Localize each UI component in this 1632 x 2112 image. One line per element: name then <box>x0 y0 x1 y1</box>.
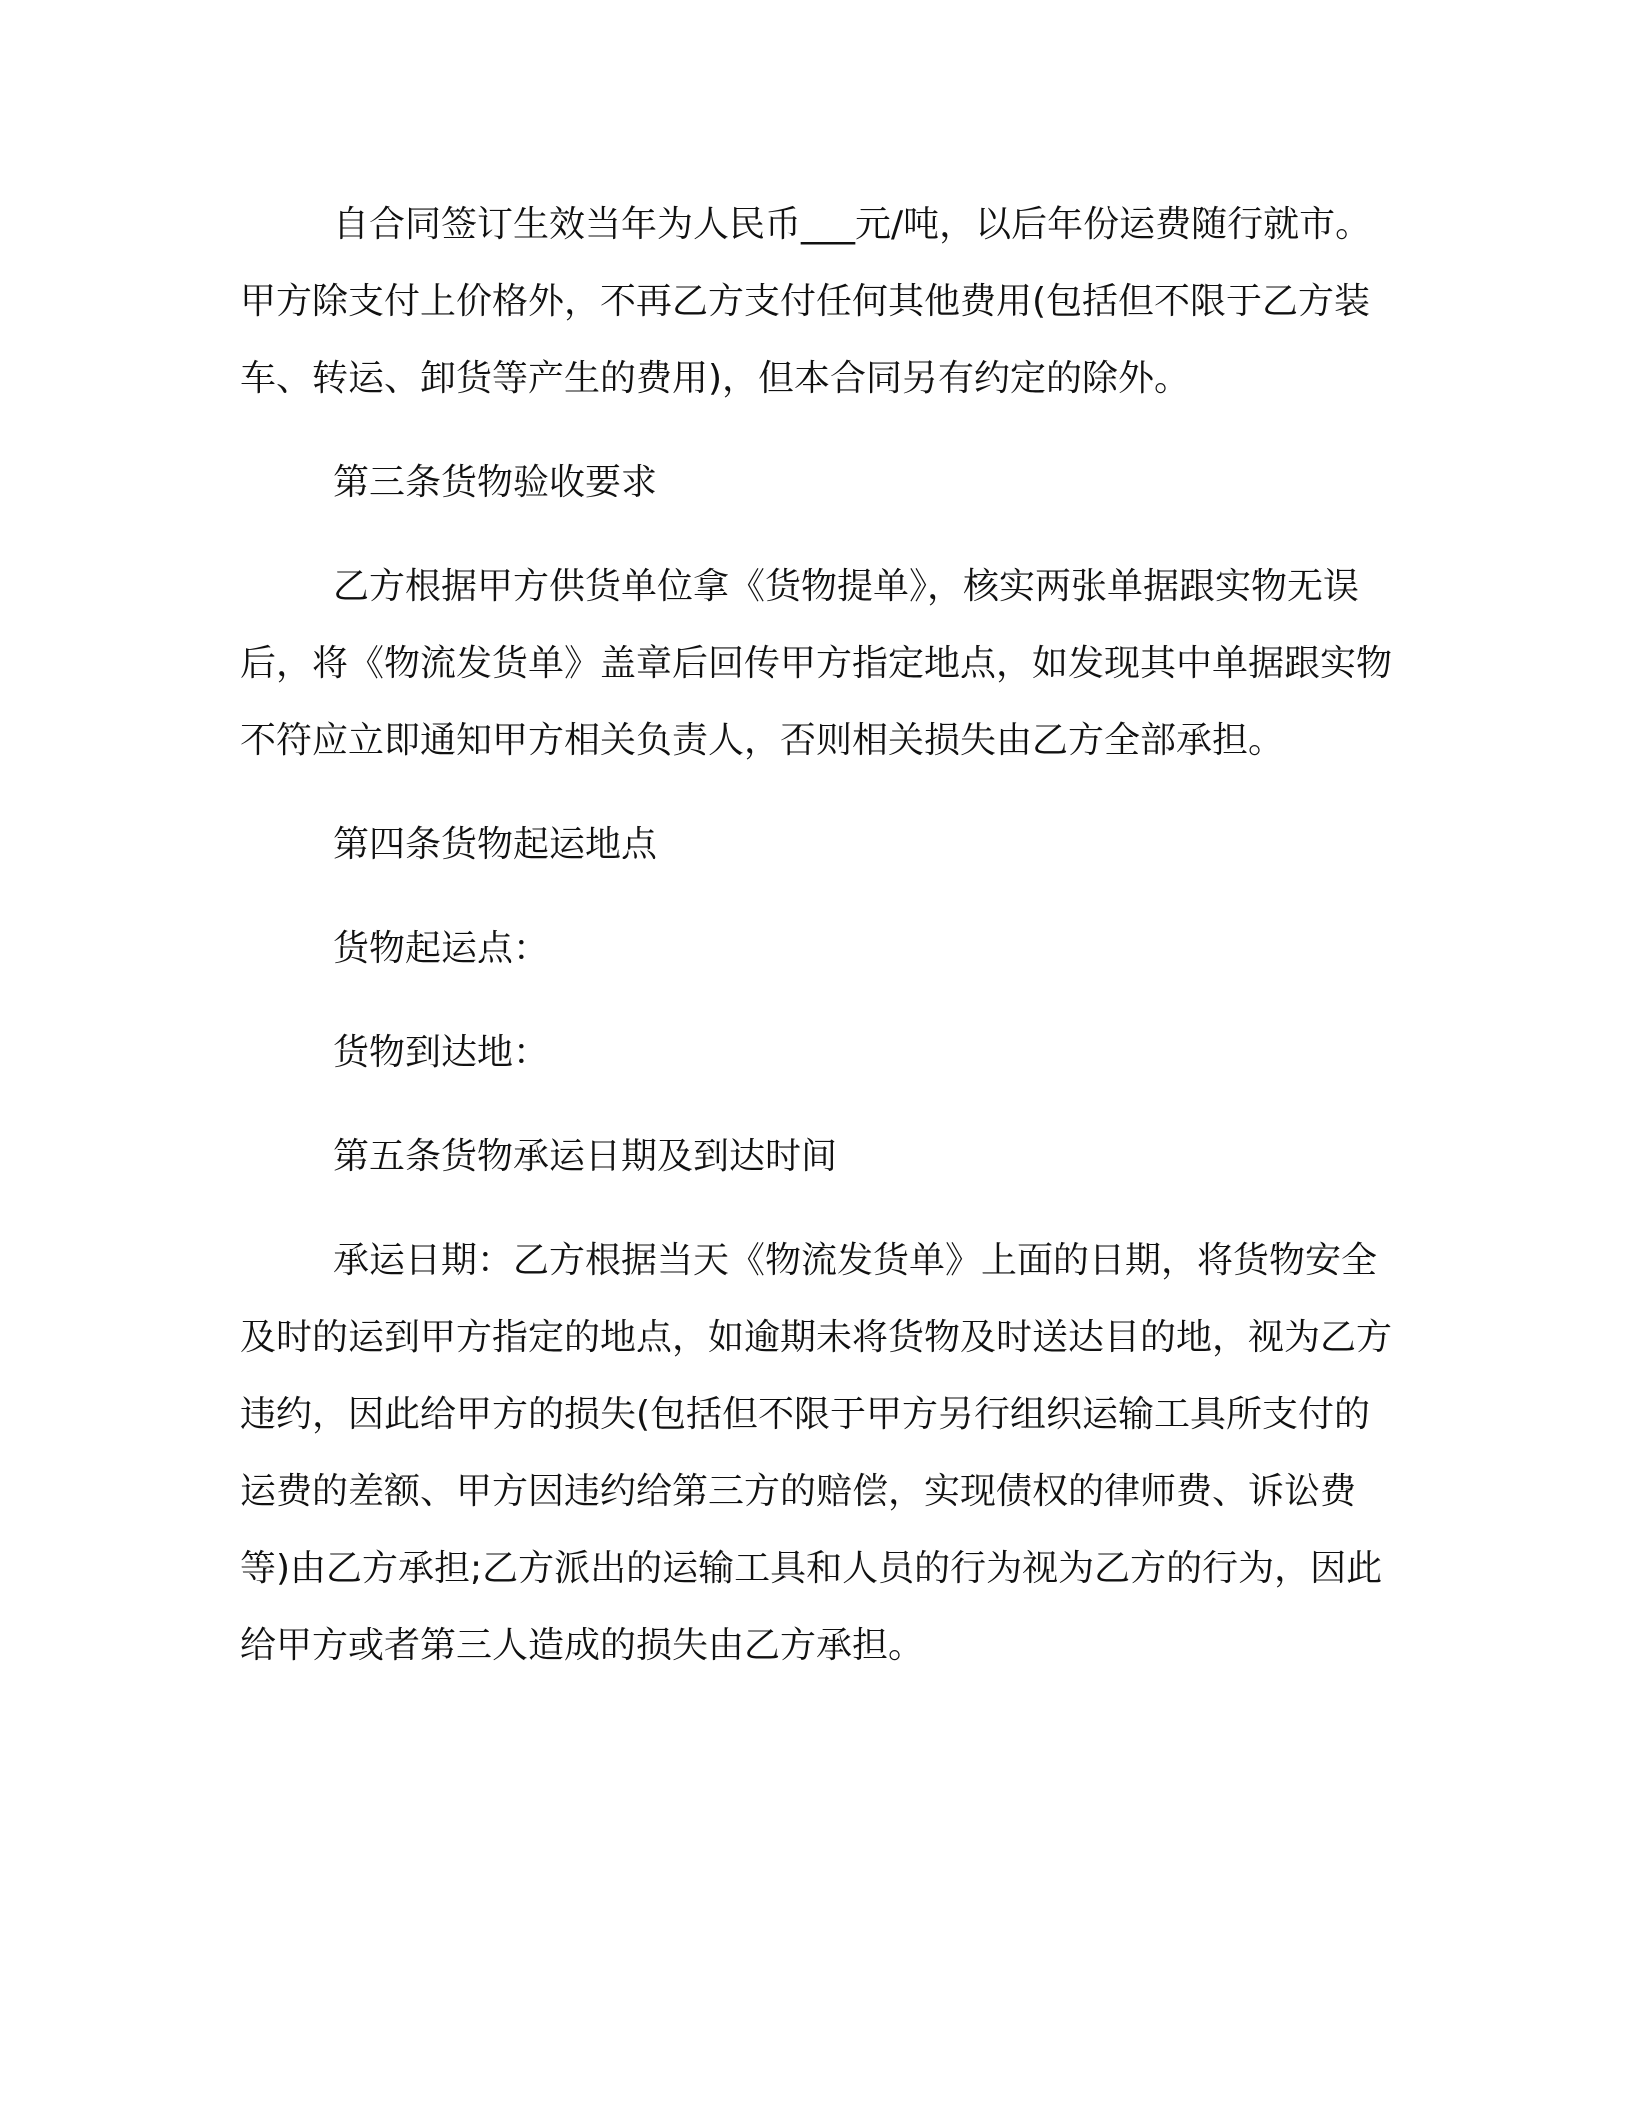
field-origin: 货物起运点： <box>333 928 550 969</box>
paragraph-gap <box>240 883 1392 910</box>
paragraph-gap <box>240 987 1392 1014</box>
paragraph-gap <box>240 1195 1392 1222</box>
document-body <box>240 186 1392 1684</box>
paragraph-gap <box>240 779 1392 806</box>
paragraph-gap <box>240 521 1392 548</box>
heading-article-4: 第四条货物起运地点 <box>333 824 658 865</box>
heading-article-5: 第五条货物承运日期及到达时间 <box>333 1136 838 1177</box>
paragraph-gap <box>240 417 1392 444</box>
paragraph-shipping-date: 承运日期：乙方根据当天《物流发货单》上面的日期，将货物安全及时的运到甲方指定的地点，如逾期未将货物及时送达目的地，视为乙方违约，因此给甲方的损失(包括但不限于甲方另行组织运输工具所支付的运费的差额、甲方因违约给第三方的赔偿，实现债权的律师费、诉讼费等)由乙方承担;乙方派出的运输工具和人员的行为视为乙方的行为，因此给甲方或者第三人造成的损失由乙方承担。 <box>240 1240 1393 1666</box>
paragraph-freight-price: 自合同签订生效当年为人民币___元/吨，以后年份运费随行就市。甲方除支付上价格外，不再乙方支付任何其他费用(包括但不限于乙方装车、转运、卸货等产生的费用)，但本合同另有约定的除外。 <box>240 204 1372 399</box>
heading-article-3: 第三条货物验收要求 <box>333 462 658 503</box>
paragraph-inspection: 乙方根据甲方供货单位拿《货物提单》，核实两张单据跟实物无误后，将《物流发货单》盖章后回传甲方指定地点，如发现其中单据跟实物不符应立即通知甲方相关负责人，否则相关损失由乙方全部承担。 <box>240 566 1393 761</box>
paragraph-gap <box>240 1091 1392 1118</box>
field-destination: 货物到达地： <box>333 1032 550 1073</box>
